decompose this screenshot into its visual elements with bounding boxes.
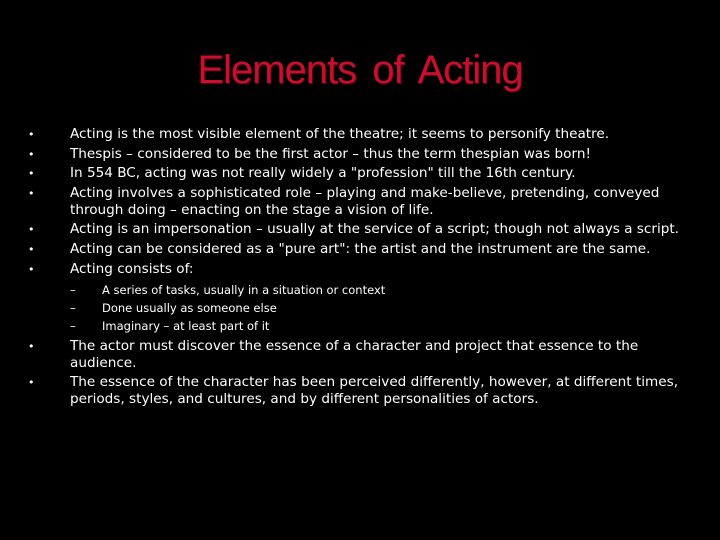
dash-icon: – bbox=[70, 300, 76, 315]
bullet-icon: • bbox=[28, 186, 35, 200]
dash-icon: – bbox=[70, 282, 76, 297]
bullet-text: The actor must discover the essence of a character and project that essence to the audience. bbox=[70, 337, 639, 371]
sub-bullet-text: A series of tasks, usually in a situation or context bbox=[102, 282, 386, 297]
bullet-icon: • bbox=[28, 128, 35, 141]
bullet-item bbox=[28, 261, 692, 335]
bullet-item bbox=[28, 338, 692, 372]
sub-bullet-text: Done usually as someone else bbox=[102, 300, 277, 315]
bullet-item bbox=[28, 221, 692, 238]
bullet-item bbox=[28, 185, 692, 219]
bullet-item bbox=[28, 146, 692, 163]
bullet-item bbox=[28, 126, 692, 143]
sub-bullet-item bbox=[70, 299, 692, 317]
bullet-text: Acting is the most visible element of the theatre; it seems to personify theatre. bbox=[70, 126, 610, 142]
bullet-text: Thespis – considered to be the first actor – thus the term thespian was born! bbox=[70, 145, 591, 162]
sub-bullet-item bbox=[70, 281, 692, 299]
bullet-item bbox=[28, 165, 692, 182]
bullet-icon: • bbox=[28, 242, 35, 256]
bullet-text: Acting is an impersonation – usually at the service of a script; though not always a script. bbox=[70, 221, 680, 238]
bullet-text: Acting can be considered as a "pure art": the artist and the instrument are the same. bbox=[70, 240, 651, 257]
sub-bullet-item bbox=[70, 317, 692, 335]
bullet-text: The essence of the character has been perceived differently, however, at different times, periods, styles, and cultures, and by different personalities of actors. bbox=[70, 374, 679, 408]
bullet-icon: • bbox=[28, 167, 35, 181]
bullet-text: In 554 BC, acting was not really widely a "profession" till the 16th century. bbox=[70, 165, 576, 182]
bullet-icon: • bbox=[28, 262, 35, 276]
bullet-text: Acting consists of: bbox=[70, 260, 194, 277]
bullet-icon: • bbox=[28, 376, 35, 390]
bullet-list bbox=[28, 126, 692, 411]
dash-icon: – bbox=[70, 318, 76, 333]
bullet-icon: • bbox=[28, 223, 35, 237]
bullet-item bbox=[28, 241, 692, 258]
sub-bullet-text: Imaginary – at least part of it bbox=[102, 318, 270, 333]
bullet-text: Acting involves a sophisticated role – playing and make-believe, pretending, conveyed through doing – enacting on the stage a vision of life. bbox=[70, 184, 660, 218]
sub-bullet-list bbox=[70, 281, 692, 335]
bullet-item bbox=[28, 374, 692, 408]
slide-title: Elements of Acting bbox=[197, 48, 523, 92]
bullet-icon: • bbox=[28, 339, 35, 353]
bullet-icon: • bbox=[28, 147, 35, 161]
